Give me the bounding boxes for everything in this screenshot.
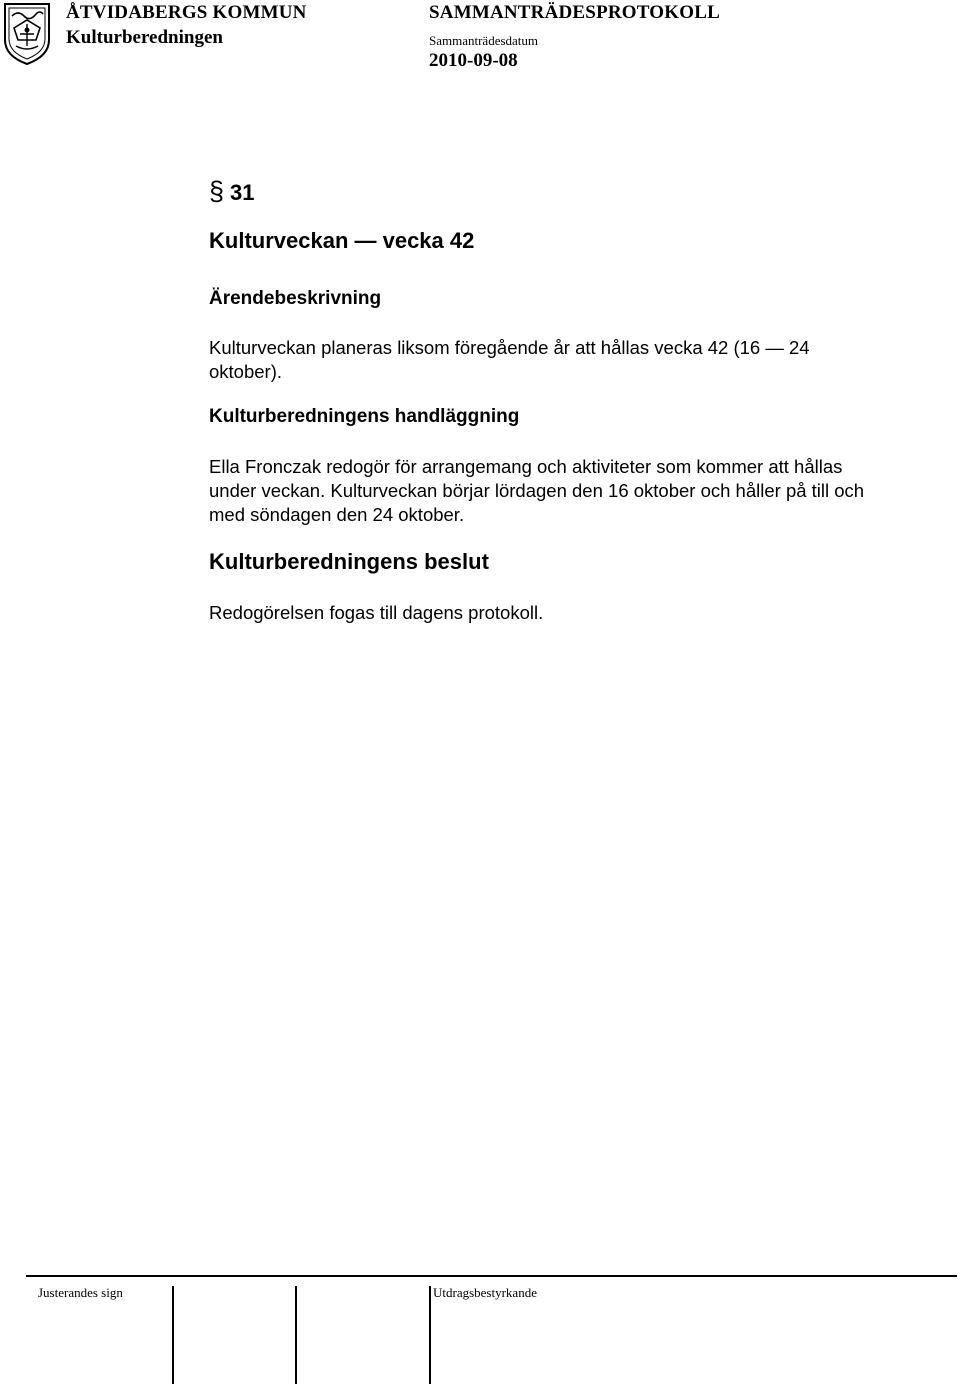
section-number — [209, 176, 255, 207]
footer-divider — [26, 1275, 957, 1277]
decision-heading: Kulturberedningens beslut — [209, 549, 489, 574]
handling-heading: Kulturberedningens handläggning — [209, 406, 520, 427]
handling-text: Ella Fronczak redogör för arrangemang och aktiviteter som kommer att hållas under veckan. Kulturveckan börjar lördagen den 16 oktober och håller på till och med söndagen den 24 oktober. — [209, 456, 865, 525]
signature-label: Justerandes sign — [38, 1285, 123, 1300]
paragraph-sign: § — [209, 176, 225, 206]
certification-box-divider — [429, 1286, 431, 1384]
municipal-coat-of-arms-icon — [2, 0, 52, 66]
description-text: Kulturveckan planeras liksom föregående år att hållas vecka 42 (16 — 24 oktober). — [209, 337, 810, 382]
signature-box-divider — [295, 1286, 297, 1384]
section-number-value: 31 — [230, 180, 255, 205]
protocol-title: SAMMANTRÄDESPROTOKOLL — [429, 2, 720, 23]
municipality-name: ÅTVIDABERGS KOMMUN — [66, 2, 307, 23]
certification-label: Utdragsbestyrkande — [433, 1285, 537, 1300]
committee-name: Kulturberedningen — [66, 27, 223, 48]
meeting-date-label: Sammanträdesdatum — [429, 33, 539, 48]
decision-text: Redogörelsen fogas till dagens protokoll. — [209, 602, 544, 623]
meeting-date-value: 2010-09-08 — [429, 50, 518, 71]
signature-box-divider — [172, 1286, 174, 1384]
section-title: Kulturveckan — vecka 42 — [209, 228, 475, 253]
description-heading: Ärendebeskrivning — [209, 288, 382, 309]
